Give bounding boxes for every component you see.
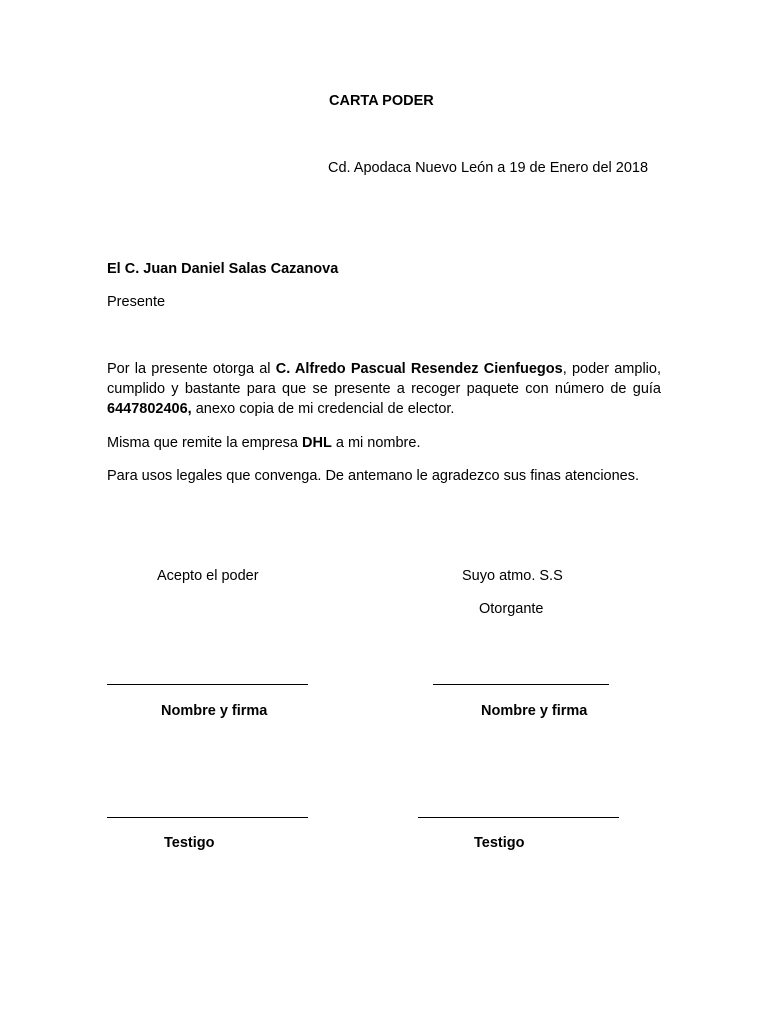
witness-line-right <box>418 817 619 818</box>
company-name: DHL <box>302 435 332 451</box>
grantee-name: C. Alfredo Pascual Resendez Cienfuegos <box>275 361 563 377</box>
grantor-caption: Otorgante <box>479 601 544 617</box>
guide-number: 6447802406, <box>107 401 192 417</box>
addressee: El C. Juan Daniel Salas Cazanova <box>107 261 339 277</box>
accept-caption: Acepto el poder <box>157 568 259 584</box>
witness-label-right: Testigo <box>474 835 525 851</box>
body-text: a mi nombre. <box>331 435 421 451</box>
body-paragraph-1 <box>107 359 661 419</box>
signature-label-right: Nombre y firma <box>481 703 588 719</box>
place-date: Cd. Apodaca Nuevo León a 19 de Enero del 2018 <box>328 160 649 176</box>
witness-line-left <box>107 817 308 818</box>
body-text: Por la presente otorga al <box>107 361 276 377</box>
body-text: , poder amplio, cumplido y bastante para que se presente a recoger paquete con número de guía <box>107 361 661 397</box>
signature-label-left: Nombre y firma <box>161 703 268 719</box>
witness-label-left: Testigo <box>164 835 215 851</box>
body-text: Misma que remite la empresa <box>107 435 303 451</box>
signature-line-right <box>433 684 609 685</box>
body-paragraph-2 <box>107 433 661 453</box>
salutation: Presente <box>107 294 166 310</box>
document-title: CARTA PODER <box>329 93 434 109</box>
body-text: anexo copia de mi credencial de elector. <box>191 401 455 417</box>
closing-caption: Suyo atmo. S.S <box>462 568 563 584</box>
body-paragraph-3: Para usos legales que convenga. De antemano le agradezco sus finas atenciones. <box>107 468 640 484</box>
signature-line-left <box>107 684 308 685</box>
